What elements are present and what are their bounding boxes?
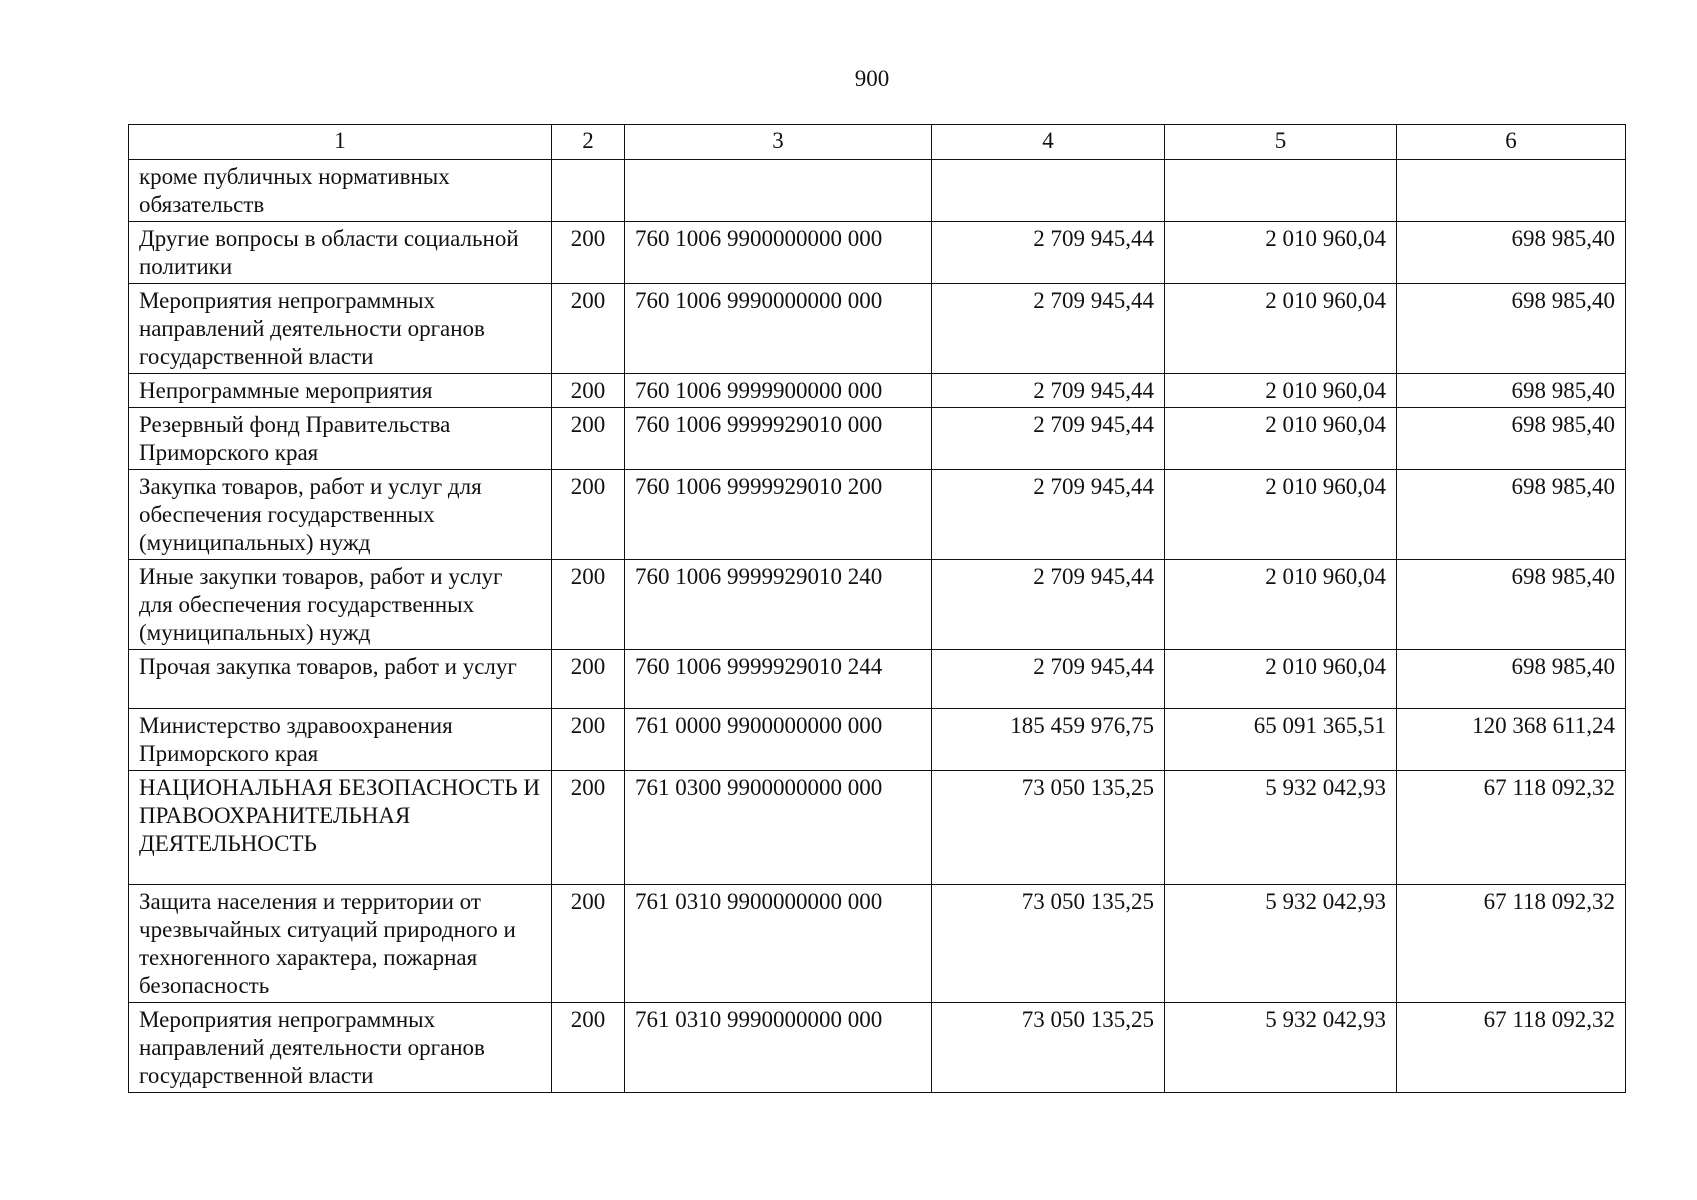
column-header: 4 bbox=[932, 125, 1165, 160]
item-name-cell: Другие вопросы в области социальной политики bbox=[129, 222, 552, 284]
table-row bbox=[129, 284, 1626, 374]
column-header: 3 bbox=[625, 125, 932, 160]
page-number: 900 bbox=[854, 66, 890, 91]
item-name-cell: Прочая закупка товаров, работ и услуг bbox=[129, 650, 552, 709]
code-cell: 200 bbox=[552, 771, 625, 885]
amount-cell-col5: 2 010 960,04 bbox=[1165, 222, 1397, 284]
kbk-cell: 761 0300 9900000000 000 bbox=[625, 771, 932, 885]
table-header-row bbox=[129, 125, 1626, 160]
amount-cell-col6: 120 368 611,24 bbox=[1397, 709, 1626, 771]
kbk-cell bbox=[625, 160, 932, 222]
amount-cell-col6: 698 985,40 bbox=[1397, 650, 1626, 709]
table-row bbox=[129, 885, 1626, 1003]
table-row bbox=[129, 1003, 1626, 1093]
item-name-cell: Непрограммные мероприятия bbox=[129, 374, 552, 408]
code-cell: 200 bbox=[552, 1003, 625, 1093]
amount-cell-col4: 2 709 945,44 bbox=[932, 560, 1165, 650]
code-cell: 200 bbox=[552, 650, 625, 709]
table-row bbox=[129, 374, 1626, 408]
amount-cell-col4: 73 050 135,25 bbox=[932, 1003, 1165, 1093]
amount-cell-col6: 698 985,40 bbox=[1397, 222, 1626, 284]
item-name-cell: Закупка товаров, работ и услуг для обеспечения государственных (муниципальных) нужд bbox=[129, 470, 552, 560]
amount-cell-col5: 2 010 960,04 bbox=[1165, 650, 1397, 709]
column-header: 2 bbox=[552, 125, 625, 160]
amount-cell-col6: 67 118 092,32 bbox=[1397, 771, 1626, 885]
kbk-cell: 760 1006 9999929010 200 bbox=[625, 470, 932, 560]
code-cell: 200 bbox=[552, 284, 625, 374]
table-row bbox=[129, 560, 1626, 650]
kbk-cell: 760 1006 9999929010 240 bbox=[625, 560, 932, 650]
amount-cell-col5: 2 010 960,04 bbox=[1165, 408, 1397, 470]
table-row bbox=[129, 771, 1626, 885]
amount-cell-col5: 65 091 365,51 bbox=[1165, 709, 1397, 771]
amount-cell-col5: 2 010 960,04 bbox=[1165, 470, 1397, 560]
kbk-cell: 760 1006 9999929010 244 bbox=[625, 650, 932, 709]
code-cell: 200 bbox=[552, 470, 625, 560]
amount-cell-col4 bbox=[932, 160, 1165, 222]
amount-cell-col6: 698 985,40 bbox=[1397, 470, 1626, 560]
table-row bbox=[129, 470, 1626, 560]
budget-table bbox=[128, 124, 1626, 1093]
code-cell bbox=[552, 160, 625, 222]
amount-cell-col4: 2 709 945,44 bbox=[932, 284, 1165, 374]
amount-cell-col5: 5 932 042,93 bbox=[1165, 885, 1397, 1003]
amount-cell-col5: 5 932 042,93 bbox=[1165, 1003, 1397, 1093]
amount-cell-col6: 698 985,40 bbox=[1397, 374, 1626, 408]
amount-cell-col6: 698 985,40 bbox=[1397, 560, 1626, 650]
kbk-cell: 760 1006 9990000000 000 bbox=[625, 284, 932, 374]
amount-cell-col4: 73 050 135,25 bbox=[932, 771, 1165, 885]
amount-cell-col6: 698 985,40 bbox=[1397, 408, 1626, 470]
amount-cell-col6: 67 118 092,32 bbox=[1397, 1003, 1626, 1093]
item-name-cell: Резервный фонд Правительства Приморского края bbox=[129, 408, 552, 470]
table-row bbox=[129, 222, 1626, 284]
amount-cell-col5 bbox=[1165, 160, 1397, 222]
code-cell: 200 bbox=[552, 408, 625, 470]
column-header: 6 bbox=[1397, 125, 1626, 160]
amount-cell-col6: 698 985,40 bbox=[1397, 284, 1626, 374]
amount-cell-col4: 2 709 945,44 bbox=[932, 470, 1165, 560]
column-header: 5 bbox=[1165, 125, 1397, 160]
item-name-cell: Мероприятия непрограммных направлений деятельности органов государственной власти bbox=[129, 284, 552, 374]
kbk-cell: 760 1006 9900000000 000 bbox=[625, 222, 932, 284]
amount-cell-col5: 2 010 960,04 bbox=[1165, 560, 1397, 650]
amount-cell-col5: 2 010 960,04 bbox=[1165, 284, 1397, 374]
item-name-cell: Иные закупки товаров, работ и услуг для обеспечения государственных (муниципальных) нужд bbox=[129, 560, 552, 650]
code-cell: 200 bbox=[552, 374, 625, 408]
amount-cell-col4: 2 709 945,44 bbox=[932, 222, 1165, 284]
amount-cell-col6 bbox=[1397, 160, 1626, 222]
table-row bbox=[129, 408, 1626, 470]
amount-cell-col6: 67 118 092,32 bbox=[1397, 885, 1626, 1003]
item-name-cell: Мероприятия непрограммных направлений деятельности органов государственной власти bbox=[129, 1003, 552, 1093]
code-cell: 200 bbox=[552, 560, 625, 650]
table-row bbox=[129, 709, 1626, 771]
amount-cell-col4: 2 709 945,44 bbox=[932, 650, 1165, 709]
code-cell: 200 bbox=[552, 709, 625, 771]
table-row bbox=[129, 160, 1626, 222]
kbk-cell: 761 0310 9990000000 000 bbox=[625, 1003, 932, 1093]
column-header: 1 bbox=[129, 125, 552, 160]
amount-cell-col4: 73 050 135,25 bbox=[932, 885, 1165, 1003]
amount-cell-col4: 2 709 945,44 bbox=[932, 374, 1165, 408]
item-name-cell: кроме публичных нормативных обязательств bbox=[129, 160, 552, 222]
kbk-cell: 760 1006 9999929010 000 bbox=[625, 408, 932, 470]
kbk-cell: 760 1006 9999900000 000 bbox=[625, 374, 932, 408]
amount-cell-col5: 2 010 960,04 bbox=[1165, 374, 1397, 408]
code-cell: 200 bbox=[552, 222, 625, 284]
amount-cell-col4: 185 459 976,75 bbox=[932, 709, 1165, 771]
kbk-cell: 761 0000 9900000000 000 bbox=[625, 709, 932, 771]
item-name-cell: Министерство здравоохранения Приморского края bbox=[129, 709, 552, 771]
kbk-cell: 761 0310 9900000000 000 bbox=[625, 885, 932, 1003]
item-name-cell: Защита населения и территории от чрезвычайных ситуаций природного и техногенного характера, пожарная безопасность bbox=[129, 885, 552, 1003]
code-cell: 200 bbox=[552, 885, 625, 1003]
item-name-cell: НАЦИОНАЛЬНАЯ БЕЗОПАСНОСТЬ И ПРАВООХРАНИТЕЛЬНАЯ ДЕЯТЕЛЬНОСТЬ bbox=[129, 771, 552, 885]
table-row bbox=[129, 650, 1626, 709]
amount-cell-col4: 2 709 945,44 bbox=[932, 408, 1165, 470]
amount-cell-col5: 5 932 042,93 bbox=[1165, 771, 1397, 885]
